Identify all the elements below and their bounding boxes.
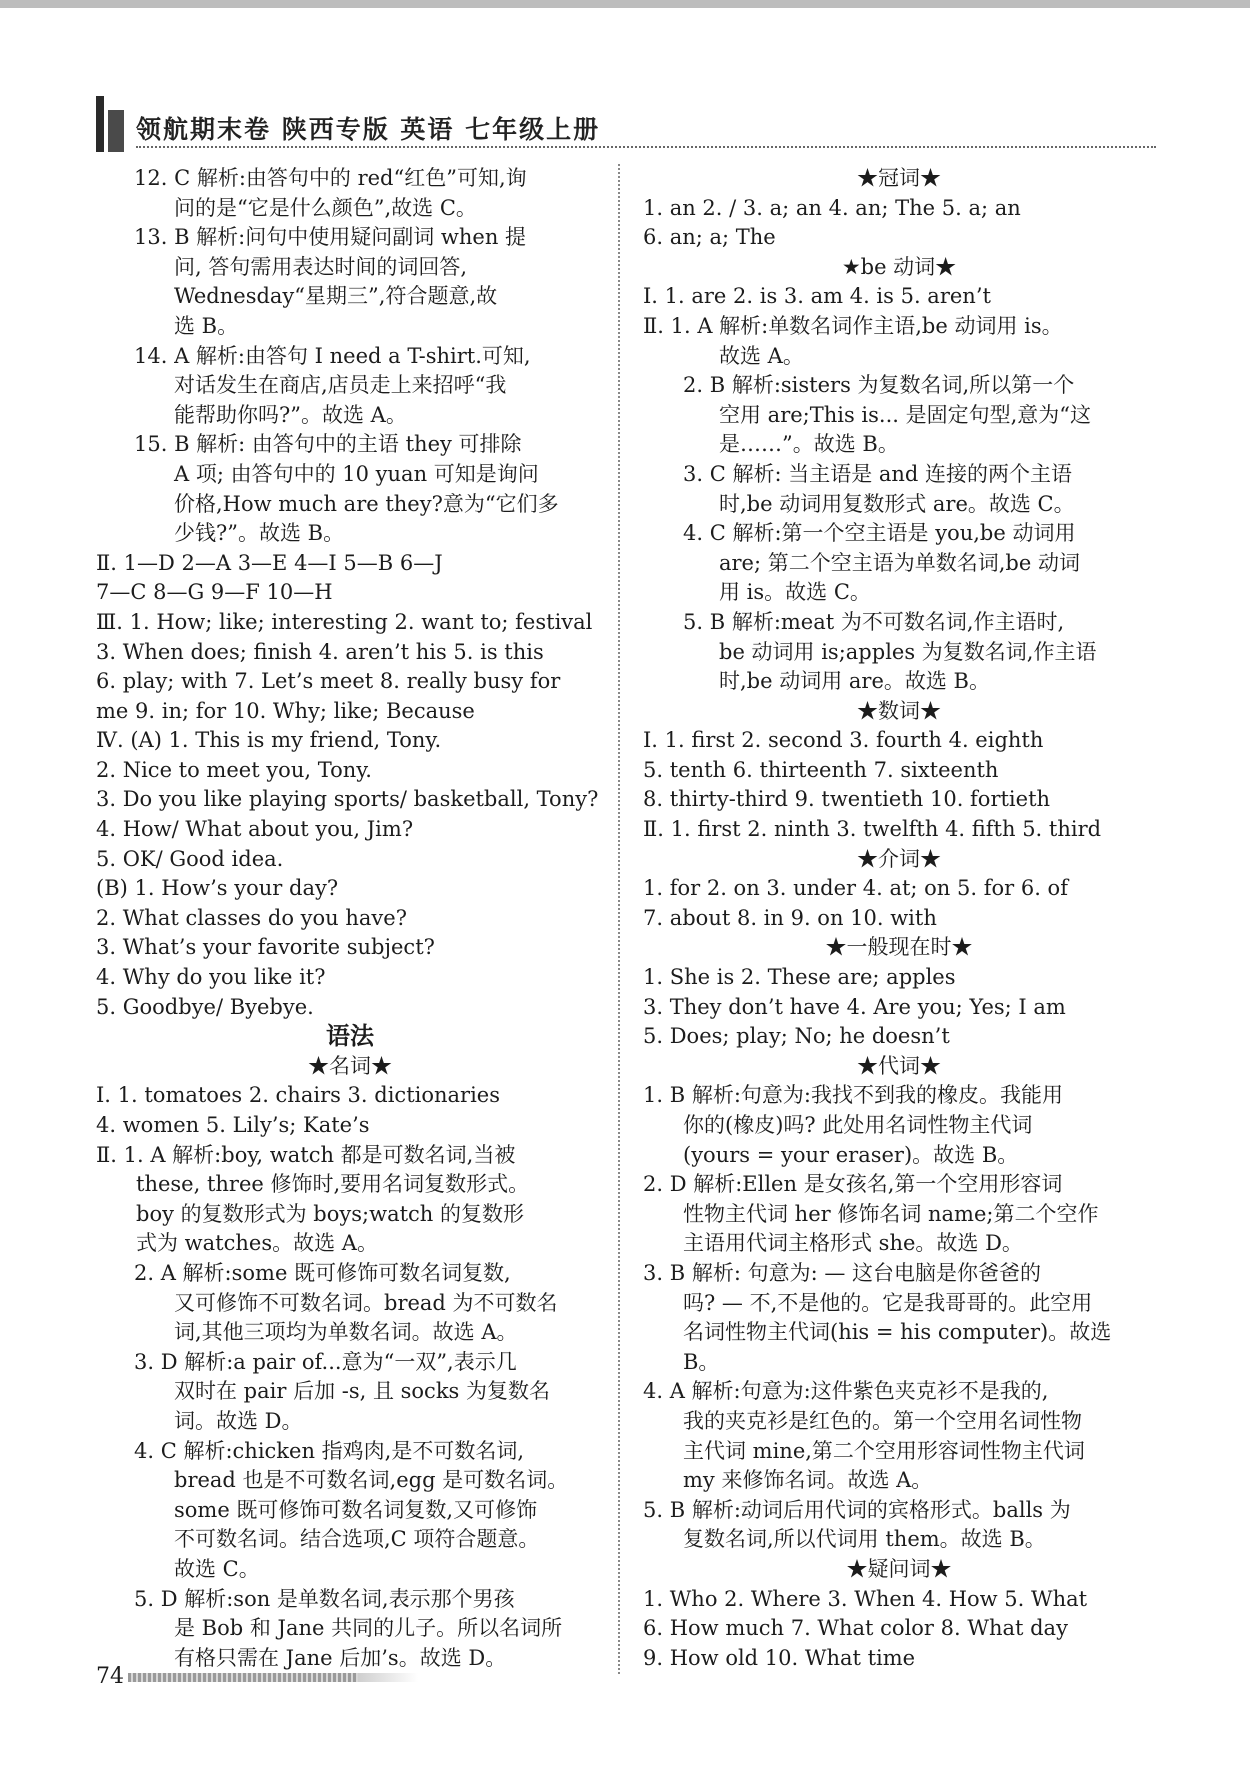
- answer-line: 4. C 解析:chicken 指鸡肉,是不可数名词,: [134, 1438, 524, 1463]
- answer-line: 空用 are;This is... 是固定句型,意为“这: [719, 402, 1092, 427]
- answer-line: 有格只需在 Jane 后加’s。故选 D。: [174, 1645, 507, 1670]
- answer-line: 6. play; with 7. Let’s meet 8. really busy for: [96, 669, 561, 694]
- answer-line: 13. B 解析:问句中使用疑问副词 when 提: [134, 225, 527, 250]
- answer-line: 故选 A。: [719, 343, 804, 368]
- answer-line: 式为 watches。故选 A。: [136, 1231, 378, 1256]
- answer-line: 对话发生在商店,店员走上来招呼“我: [174, 373, 507, 398]
- answer-line: 用 is。故选 C。: [719, 580, 871, 605]
- answer-line: 4. women 5. Lily’s; Kate’s: [96, 1113, 370, 1137]
- answer-line: 主代词 mine,第二个空用形容词性物主代词: [683, 1438, 1085, 1463]
- answer-line: Ⅰ. 1. are 2. is 3. am 4. is 5. aren’t: [643, 284, 991, 309]
- answer-line: 性物主代词 her 修饰名词 name;第二个空作: [683, 1201, 1099, 1226]
- answer-line: 3. D 解析:a pair of...意为“一双”,表示几: [134, 1349, 517, 1374]
- answer-line: 5. B 解析:meat 为不可数名词,作主语时,: [683, 609, 1065, 634]
- footer-bar-fade: [358, 1673, 418, 1682]
- answer-line: Ⅱ. 1. A 解析:boy, watch 都是可数名词,当被: [96, 1142, 516, 1167]
- answer-line: 4. A 解析:句意为:这件紫色夹克衫不是我的,: [643, 1379, 1049, 1404]
- answer-line: 9. How old 10. What time: [643, 1645, 916, 1670]
- section-heading: ★数词★: [857, 698, 941, 723]
- answer-line: 5. Goodbye/ Byebye.: [96, 994, 314, 1019]
- answer-line: 是 Bob 和 Jane 共同的儿子。所以名词所: [174, 1616, 563, 1641]
- answer-line: 4. Why do you like it?: [96, 965, 326, 990]
- answer-line: 价格,How much are they?意为“它们多: [174, 491, 559, 516]
- answer-line: are; 第二个空主语为单数名词,be 动词: [719, 550, 1080, 575]
- section-heading: ★代词★: [857, 1053, 941, 1078]
- answer-line: 7. about 8. in 9. on 10. with: [643, 905, 937, 930]
- answer-line: 1. for 2. on 3. under 4. at; on 5. for 6. of: [643, 876, 1068, 901]
- answer-line: some 既可修饰可数名词复数,又可修饰: [174, 1497, 538, 1522]
- answer-line: 5. OK/ Good idea.: [96, 846, 284, 871]
- answer-line: 1. B 解析:句意为:我找不到我的橡皮。我能用: [643, 1083, 1063, 1108]
- section-heading: ★疑问词★: [846, 1556, 952, 1581]
- answer-line: 名词性物主代词(his = his computer)。故选: [683, 1320, 1112, 1345]
- answer-line: Ⅰ. 1. tomatoes 2. chairs 3. dictionaries: [96, 1083, 500, 1108]
- answer-line: 2. A 解析:some 既可修饰可数名词复数,: [134, 1260, 511, 1285]
- answer-line: 5. D 解析:son 是单数名词,表示那个男孩: [134, 1586, 515, 1611]
- answer-line: 3. When does; finish 4. aren’t his 5. is this: [96, 639, 544, 664]
- answer-line: 1. She is 2. These are; apples: [643, 965, 956, 990]
- left-column: [96, 164, 604, 1673]
- answer-line: (yours = your eraser)。故选 B。: [683, 1142, 1019, 1167]
- answer-line: 1. an 2. / 3. a; an 4. an; The 5. a; an: [643, 195, 1021, 220]
- answer-line: 2. What classes do you have?: [96, 905, 407, 930]
- top-rule: [0, 0, 1250, 8]
- answer-line: 6. an; a; The: [643, 225, 776, 250]
- answer-line: 3. C 解析: 当主语是 and 连接的两个主语: [683, 461, 1073, 486]
- answer-line: 3. They don’t have 4. Are you; Yes; I am: [643, 994, 1066, 1019]
- answer-line: 4. C 解析:第一个空主语是 you,be 动词用: [683, 521, 1076, 546]
- answer-line: 问, 答句需用表达时间的词回答,: [174, 254, 468, 279]
- answer-line: Ⅱ. 1. A 解析:单数名词作主语,be 动词用 is。: [643, 313, 1063, 338]
- answer-line: Ⅱ. 1—D 2—A 3—E 4—I 5—B 6—J: [96, 550, 443, 575]
- answer-line: 词。故选 D。: [174, 1408, 303, 1433]
- answer-line: 8. thirty-third 9. twentieth 10. fortieth: [643, 787, 1051, 812]
- answer-line: 是……”。故选 B。: [719, 432, 899, 457]
- answer-line: 吗? — 不,不是他的。它是我哥哥的。此空用: [683, 1290, 1093, 1315]
- section-heading: ★冠词★: [857, 166, 941, 190]
- answer-line: 又可修饰不可数名词。bread 为不可数名: [174, 1290, 558, 1315]
- answer-line: 主语用代词主格形式 she。故选 D。: [683, 1231, 1023, 1256]
- answer-line: 2. B 解析:sisters 为复数名词,所以第一个: [683, 373, 1075, 398]
- column-divider: [618, 164, 620, 1674]
- answer-line: Ⅱ. 1. first 2. ninth 3. twelfth 4. fifth 5. third: [643, 817, 1102, 842]
- answer-line: 不可数名词。结合选项,C 项符合题意。: [174, 1527, 540, 1552]
- answer-line: 12. C 解析:由答句中的 red“红色”可知,询: [134, 166, 527, 190]
- answer-line: 我的夹克衫是红色的。第一个空用名词性物: [683, 1408, 1082, 1433]
- header-title: 领航期末卷 陕西专版 英语 七年级上册: [136, 115, 601, 144]
- answer-line: 能帮助你吗?”。故选 A。: [174, 402, 407, 427]
- answer-line: 时,be 动词用复数形式 are。故选 C。: [719, 491, 1075, 516]
- answer-line: 词,其他三项均为单数名词。故选 A。: [174, 1320, 518, 1345]
- answer-line: be 动词用 is;apples 为复数名词,作主语: [719, 639, 1097, 664]
- section-heading: ★介词★: [857, 846, 941, 871]
- answer-line: A 项; 由答句中的 10 yuan 可知是询问: [174, 461, 539, 486]
- answer-line: boy 的复数形式为 boys;watch 的复数形: [136, 1201, 524, 1226]
- answer-line: 3. B 解析: 句意为: — 这台电脑是你爸爸的: [643, 1260, 1041, 1285]
- answer-line: 1. Who 2. Where 3. When 4. How 5. What: [643, 1586, 1088, 1611]
- section-heading: ★be 动词★: [841, 254, 957, 279]
- answer-line: 5. Does; play; No; he doesn’t: [643, 1024, 950, 1049]
- answer-line: 15. B 解析: 由答句中的主语 they 可排除: [134, 432, 522, 457]
- section-heading: ★名词★: [308, 1053, 392, 1078]
- answer-line: (B) 1. How’s your day?: [96, 876, 339, 901]
- answer-line: 3. What’s your favorite subject?: [96, 935, 435, 960]
- answer-line: 你的(橡皮)吗? 此处用名词性物主代词: [683, 1113, 1033, 1137]
- answer-line: Ⅲ. 1. How; like; interesting 2. want to; festival: [96, 609, 593, 634]
- page-header: [96, 96, 1156, 154]
- right-column: [643, 164, 1155, 1673]
- answer-line: 2. D 解析:Ellen 是女孩名,第一个空用形容词: [643, 1172, 1063, 1197]
- answer-line: 14. A 解析:由答句 I need a T-shirt.可知,: [134, 343, 531, 368]
- answer-line: 4. How/ What about you, Jim?: [96, 817, 414, 842]
- page-number: 74: [96, 1664, 124, 1689]
- answer-line: 少钱?”。故选 B。: [174, 521, 345, 546]
- section-heading: 语法: [326, 1022, 374, 1051]
- answer-line: 5. B 解析:动词后用代词的宾格形式。balls 为: [643, 1497, 1071, 1522]
- answer-line: bread 也是不可数名词,egg 是可数名词。: [174, 1468, 569, 1493]
- answer-line: 复数名词,所以代词用 them。故选 B。: [683, 1527, 1046, 1552]
- answer-line: 问的是“它是什么颜色”,故选 C。: [174, 195, 477, 220]
- answer-line: me 9. in; for 10. Why; like; Because: [96, 698, 475, 723]
- answer-line: my 来修饰名词。故选 A。: [683, 1468, 933, 1493]
- header-dotted-rule: [136, 146, 1156, 148]
- answer-line: Ⅳ. (A) 1. This is my friend, Tony.: [96, 728, 442, 753]
- footer-bar: [128, 1673, 358, 1682]
- answer-line: 6. How much 7. What color 8. What day: [643, 1616, 1068, 1641]
- answer-line: these, three 修饰时,要用名词复数形式。: [136, 1172, 530, 1197]
- answer-line: 3. Do you like playing sports/ basketball, Tony?: [96, 787, 599, 812]
- answer-line: Ⅰ. 1. first 2. second 3. fourth 4. eighth: [643, 728, 1044, 753]
- answer-line: 7—C 8—G 9—F 10—H: [96, 580, 333, 605]
- answer-line: Wednesday“星期三”,符合题意,故: [174, 284, 498, 309]
- answer-line: 时,be 动词用 are。故选 B。: [719, 669, 990, 694]
- answer-line: 故选 C。: [174, 1556, 260, 1581]
- answer-line: 2. Nice to meet you, Tony.: [96, 757, 372, 782]
- answer-line: 双时在 pair 后加 -s, 且 socks 为复数名: [174, 1379, 550, 1404]
- answer-line: B。: [683, 1349, 720, 1374]
- header-logo-mark: [96, 96, 126, 152]
- section-heading: ★一般现在时★: [825, 935, 973, 960]
- answer-line: 5. tenth 6. thirteenth 7. sixteenth: [643, 757, 999, 782]
- answer-line: 选 B。: [174, 313, 239, 338]
